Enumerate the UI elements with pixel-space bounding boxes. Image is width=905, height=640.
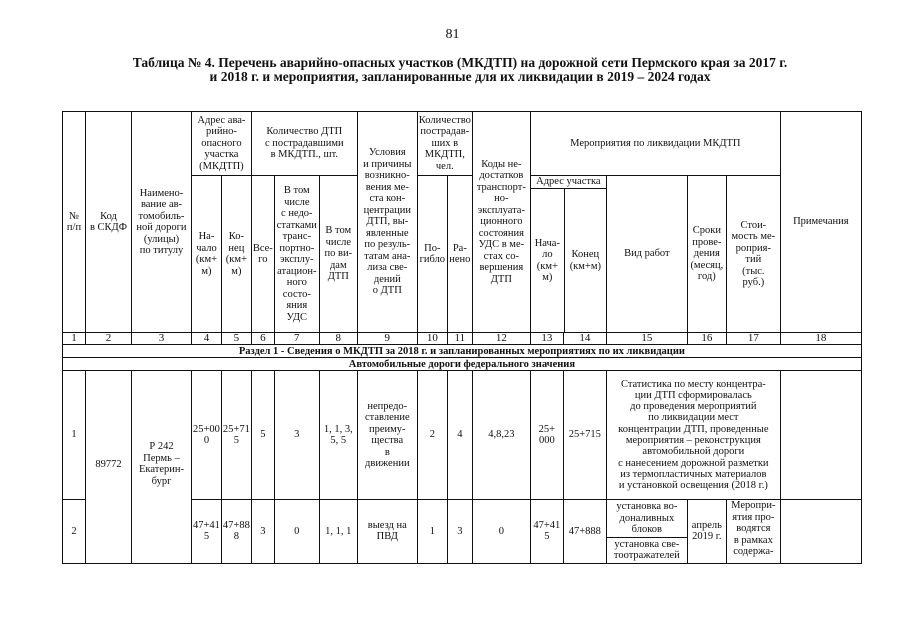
cell-line: Ко- (228, 231, 244, 242)
cell-line: автомобильной дороги (642, 446, 745, 458)
injured: 4 (447, 371, 472, 500)
cell-line: стах со- (483, 250, 519, 262)
col-num: 8 (319, 333, 357, 345)
cell-line: выезд на (367, 519, 407, 531)
row-num: 1 (63, 371, 86, 500)
cell-line: Все- (252, 242, 273, 254)
cell-line: ционного (480, 216, 523, 228)
col-num: 17 (726, 333, 780, 345)
cell-line: движении (365, 458, 410, 469)
cell-line: центрации (363, 204, 411, 216)
cell-line: (км+ (195, 254, 218, 265)
cell-line: роприя- (735, 242, 771, 254)
cell-line: дам (329, 259, 347, 271)
col-num: 2 (86, 333, 132, 345)
defect-codes: 0 (472, 500, 530, 564)
col-num: 14 (563, 333, 606, 345)
cell-line: м) (201, 265, 212, 277)
cell-line: возникно- (364, 170, 410, 182)
cell-line: в СКДФ (89, 222, 128, 233)
cell-line: (км+ (225, 254, 247, 265)
cell-line: преиму- (369, 423, 406, 435)
cell-line: ло (542, 249, 553, 260)
hdr-defect-codes (472, 112, 530, 333)
cell-line: прове- (692, 236, 722, 248)
cell-line: 2019 г. (692, 531, 722, 543)
cell-line: вения ме- (365, 181, 409, 193)
cell-line: ставление (364, 412, 410, 423)
road-name (132, 371, 192, 564)
addr-start (192, 500, 222, 564)
cell-line: Р 242 (149, 441, 174, 452)
cell-line: с пострадавшими (265, 137, 344, 149)
cell-line: опасного (201, 137, 242, 149)
cell-line: дения (693, 248, 720, 260)
cell-line: руб.) (742, 277, 765, 288)
cell-line: ДТП (490, 273, 512, 285)
cell-line: яния (286, 300, 308, 311)
cell-line: (км+ (536, 260, 558, 272)
notes (780, 500, 861, 564)
cell-line: В том (325, 225, 352, 237)
subsection-title: Автомобильные дороги федерального значения (63, 358, 862, 371)
section-title: Раздел 1 - Сведения о МКДТП за 2018 г. и запланированных мероприятиях по их ликвидации (63, 345, 862, 358)
hdr-road-name (132, 112, 192, 333)
cell-line: № (68, 210, 80, 222)
cell-line: ДТП, вы- (366, 216, 409, 228)
dtp-total: 3 (251, 500, 274, 564)
table-title (60, 56, 860, 84)
cell-line: УДС в ме- (478, 239, 525, 251)
hdr-address (192, 112, 252, 176)
hdr-killed (417, 176, 447, 333)
cell-line: На- (198, 231, 215, 242)
cell-line: дений (373, 273, 401, 285)
measure-start (530, 500, 563, 564)
cell-line: с нанесением дорожной разметки (618, 457, 769, 469)
cell-line: в МКДТП., шт. (270, 149, 339, 161)
addr-start (192, 371, 222, 500)
cell-line: и установкой освещения (2018 г.) (618, 480, 768, 492)
hdr-work-type: Вид работ (606, 176, 687, 333)
cell-line: (тыс. (742, 265, 765, 277)
cell-line: тоотражателей (613, 550, 680, 561)
cell-line: томобиль- (138, 210, 185, 222)
cell-line: (месяц, (690, 259, 724, 271)
killed: 1 (417, 500, 447, 564)
dtp-table (62, 111, 862, 564)
cell-line: ятия про- (732, 511, 775, 523)
measure-start (530, 371, 563, 500)
cell-line: и причины (363, 158, 412, 170)
cell-line: концентрации ДТП, проведенные (618, 423, 769, 435)
dtp-defects: 0 (274, 500, 319, 564)
cell-line: Код (100, 210, 117, 222)
cell-line: 47+88 (222, 519, 250, 531)
cell-line: нец (228, 242, 245, 254)
cell-line: Екатерин- (139, 464, 184, 475)
cell-line: Условия (368, 147, 406, 159)
addr-end (221, 500, 251, 564)
cell-line: бург (151, 475, 172, 487)
cell-line: чало (196, 242, 217, 254)
cell-line: 5 (544, 531, 550, 543)
hdr-dtp-count (251, 112, 357, 176)
cell-line: м) (542, 272, 553, 283)
cell-line: м) (231, 265, 242, 277)
cell-line: ста кон- (369, 193, 406, 205)
hdr-num (63, 112, 86, 333)
cell-line: мость ме- (731, 231, 776, 242)
cell-line: рийно- (205, 126, 237, 138)
cell-line: транспорт- (476, 181, 526, 193)
cell-line: (км+м) (569, 260, 601, 272)
cell-line: п/п (66, 222, 82, 233)
col-num: 7 (274, 333, 319, 345)
hdr-addr-start (192, 176, 222, 333)
addr-end (221, 371, 251, 500)
road-code: 89772 (86, 371, 132, 564)
measure-end: 47+888 (563, 500, 606, 564)
cell-line: УДС (286, 311, 308, 323)
cost (726, 500, 780, 564)
cell-line: до проведения мероприятий (630, 401, 757, 413)
work-item-1 (607, 500, 687, 538)
row-num: 2 (63, 500, 86, 564)
col-num: 3 (132, 333, 192, 345)
cell-line: 000 (538, 435, 555, 446)
cell-line: чел. (435, 160, 454, 172)
hdr-deadline (687, 176, 726, 333)
cell-line: блоков (631, 524, 663, 535)
hdr-m-start (531, 189, 565, 332)
cell-line: 25+71 (222, 423, 250, 435)
defect-codes: 4,8,23 (472, 371, 530, 500)
cell-line: Конец (571, 249, 600, 260)
cell-line: Пермь – (143, 452, 180, 464)
cell-line: по титулу (139, 245, 184, 256)
measure-end: 25+715 (563, 371, 606, 500)
cell-line: вершения (479, 262, 524, 274)
dtp-total: 5 (251, 371, 274, 500)
col-num: 11 (447, 333, 472, 345)
hdr-code (86, 112, 132, 333)
cell-line: 8 (233, 531, 239, 543)
cell-line: состояния (478, 227, 524, 239)
cell-line: пострадав- (420, 126, 470, 138)
cell-line: участка (204, 149, 239, 161)
cell-line: вание ав- (140, 199, 183, 210)
cell-line: Статистика по месту концентра- (620, 378, 766, 390)
title-line-1: Таблица № 4. Перечень аварийно-опасных участков (МКДТП) на дорожной сети Пермского края за 2017 г. (132, 55, 788, 70)
cell-line: установка во- (616, 501, 678, 512)
cell-line: числе (284, 196, 310, 208)
injured: 3 (447, 500, 472, 564)
cell-line: в (384, 446, 390, 458)
cell-line: статками (276, 219, 317, 231)
cell-line: но- (494, 193, 509, 205)
cell-line: тий (745, 254, 762, 265)
cell-line: (улицы) (143, 233, 180, 245)
cell-line: лиза све- (367, 262, 408, 274)
table-row (63, 371, 862, 500)
cell-line: гибло (419, 254, 446, 265)
cell-line: 1, 1, 3, (323, 423, 353, 435)
conditions (357, 500, 417, 564)
cell-line: явленные (366, 227, 409, 239)
cell-line: (МКДТП) (199, 160, 244, 172)
cell-line: ДТП (327, 271, 349, 283)
dtp-types (319, 371, 357, 500)
column-numbers-row (63, 333, 862, 345)
cell-line: 5, 5 (330, 435, 347, 446)
cell-line: непредо- (367, 400, 408, 412)
hdr-dtp-types (319, 176, 357, 333)
col-num: 6 (251, 333, 274, 345)
cell-line: Стои- (740, 219, 767, 231)
cell-line: МКДТП, (424, 149, 465, 161)
cell-line: го (258, 254, 268, 265)
cell-line: Сроки (692, 225, 721, 237)
cell-line: из термопластичных материалов (620, 468, 767, 480)
hdr-notes: Примечания (780, 112, 861, 333)
cell-line: мероприятия – реконструкция (625, 435, 761, 446)
col-num: 15 (606, 333, 687, 345)
cell-line: в рамках (733, 534, 773, 546)
hdr-m-end (565, 189, 606, 332)
cell-line: ного (286, 277, 307, 288)
cell-line: установка све- (614, 538, 680, 550)
cell-line: В том (283, 185, 310, 196)
cell-line: числе (325, 236, 352, 248)
cell-line: апрель (691, 519, 722, 531)
work-types (606, 500, 687, 564)
cell-line: состо- (282, 288, 311, 300)
col-num: 4 (192, 333, 222, 345)
hdr-victims (417, 112, 472, 176)
cell-line: ной дороги (136, 222, 187, 233)
col-num: 16 (687, 333, 726, 345)
cell-line: 25+00 (193, 423, 220, 435)
col-num: 9 (357, 333, 417, 345)
measure-description (606, 371, 780, 500)
cell-line: Количество ДТП (266, 126, 343, 138)
col-num: 18 (780, 333, 861, 345)
cell-line: достатков (479, 170, 524, 182)
cell-line: татам ана- (364, 250, 411, 262)
cell-line: по ви- (324, 248, 353, 260)
hdr-measures: Мероприятия по ликвидации МКДТП (530, 112, 780, 176)
dtp-types: 1, 1, 1 (319, 500, 357, 564)
cell-line: водятся (736, 523, 771, 534)
col-num: 10 (417, 333, 447, 345)
cell-line: атацион- (277, 265, 317, 277)
cell-line: о ДТП (372, 285, 402, 297)
cell-line: ции ДТП сформировалась (634, 389, 752, 401)
hdr-conditions (357, 112, 417, 333)
cell-line: Наимено- (139, 187, 184, 199)
cell-line: Адрес ава- (197, 114, 246, 126)
cell-line: доналивных (619, 512, 675, 524)
col-num: 1 (63, 333, 86, 345)
cell-line: Количество (418, 114, 471, 126)
page-number: 81 (445, 27, 460, 42)
cell-line: ПВД (376, 531, 398, 543)
col-num: 13 (530, 333, 563, 345)
cell-line: 5 (203, 531, 210, 543)
killed: 2 (417, 371, 447, 500)
col-num: 5 (221, 333, 251, 345)
cell-line: транс- (282, 231, 311, 242)
hdr-measures-addr-label: Адрес участка (531, 176, 606, 189)
cell-line: эксплу- (279, 254, 314, 265)
cell-line: щества (371, 435, 404, 446)
cell-line: ших в (431, 137, 459, 149)
cell-line: эксплуата- (477, 204, 525, 216)
hdr-dtp-total (251, 176, 274, 333)
cell-line: содержа- (733, 546, 774, 557)
cell-line: 0 (203, 435, 210, 446)
cell-line: по резуль- (364, 239, 411, 251)
cell-line: Коды не- (481, 158, 522, 170)
cell-line: нено (449, 254, 471, 265)
hdr-cost (726, 176, 780, 333)
dtp-defects: 3 (274, 371, 319, 500)
cell-line: 25+ (538, 423, 556, 435)
cell-line: По- (424, 242, 441, 254)
title-line-2: и 2018 г. и мероприятия, запланированные для их ликвидации в 2019 – 2024 годах (209, 69, 711, 84)
notes (780, 371, 861, 500)
cell-line: год) (697, 271, 716, 283)
hdr-dtp-defects (274, 176, 319, 333)
hdr-measures-address (530, 176, 606, 333)
work-item-2 (607, 538, 687, 563)
cell-line: Нача- (534, 237, 560, 249)
cell-line: с недо- (281, 208, 313, 219)
hdr-addr-end (221, 176, 251, 333)
cell-line: по ликвидации мест (648, 412, 739, 424)
cell-line: портно- (279, 242, 315, 254)
conditions (357, 371, 417, 500)
deadline (687, 500, 726, 564)
hdr-injured (447, 176, 472, 333)
cell-line: Ра- (452, 242, 467, 254)
cell-line: 47+41 (533, 519, 561, 531)
cell-line: 5 (233, 435, 239, 446)
cell-line: 47+41 (193, 519, 220, 531)
col-num: 12 (472, 333, 530, 345)
cell-line: Меропри- (731, 500, 776, 511)
